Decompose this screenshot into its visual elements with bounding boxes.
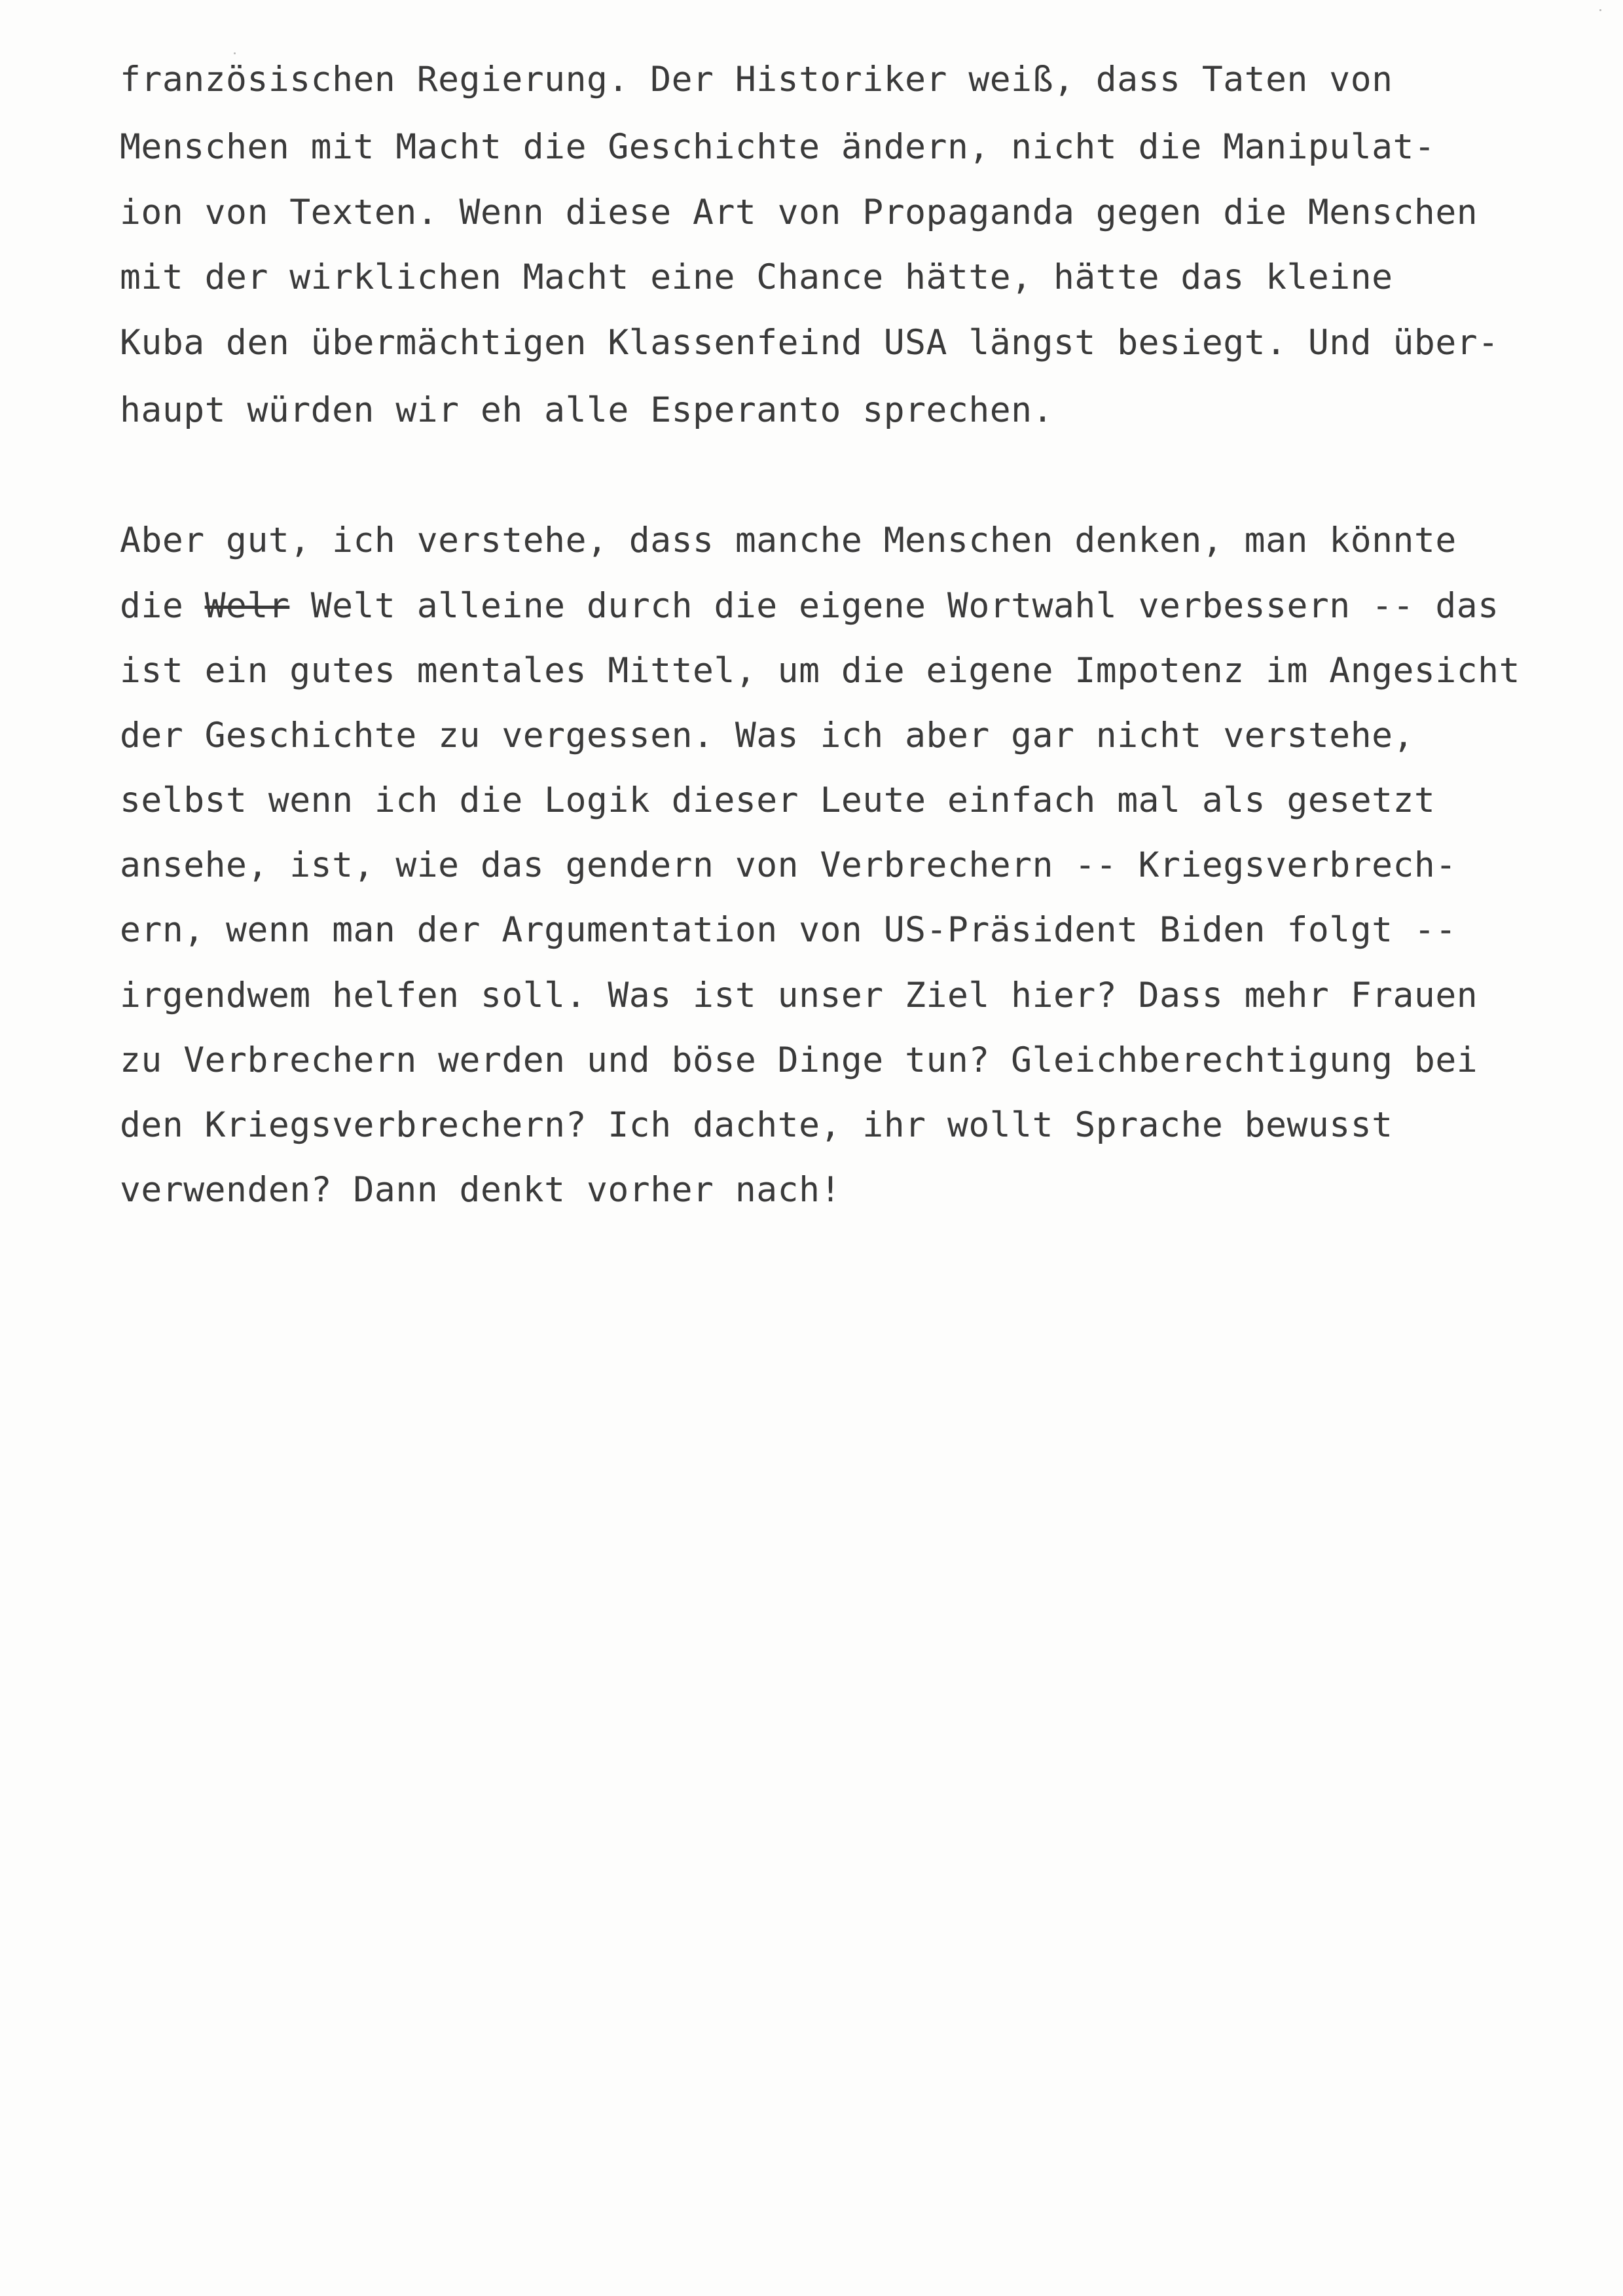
text-line: ion von Texten. Wenn diese Art von Propaganda gegen die Menschen [120, 192, 1478, 232]
text-line: mit der wirklichen Macht eine Chance hätte, hätte das kleine [120, 257, 1393, 297]
text-line: ern, wenn man der Argumentation von US-Präsident Biden folgt -- [120, 910, 1457, 950]
text-segment: Welt alleine durch die eigene Wortwahl verbessern -- das [289, 586, 1499, 626]
paper-speck [1599, 9, 1601, 11]
text-line: ist ein gutes mentales Mittel, um die eigene Impotenz im Angesicht [120, 651, 1520, 691]
text-line-with-correction [120, 587, 1499, 626]
text-line: irgendwem helfen soll. Was ist unser Ziel hier? Dass mehr Frauen [120, 975, 1478, 1015]
text-line: verwenden? Dann denkt vorher nach! [120, 1170, 841, 1210]
text-line: ansehe, ist, wie das gendern von Verbrechern -- Kriegsverbrech- [120, 845, 1457, 885]
struck-out-word: Welr [204, 586, 290, 626]
text-line: selbst wenn ich die Logik dieser Leute einfach mal als gesetzt [120, 780, 1436, 820]
text-line: haupt würden wir eh alle Esperanto sprechen. [120, 390, 1053, 430]
text-line: zu Verbrechern werden und böse Dinge tun? Gleichberechtigung bei [120, 1040, 1478, 1080]
text-segment: die [120, 586, 205, 626]
text-line: Menschen mit Macht die Geschichte ändern, nicht die Manipulat- [120, 127, 1436, 167]
text-line: Kuba den übermächtigen Klassenfeind USA längst besiegt. Und über- [120, 323, 1499, 363]
text-line: französischen Regierung. Der Historiker weiß, dass Taten von [120, 60, 1393, 100]
text-line: den Kriegsverbrechern? Ich dachte, ihr wollt Sprache bewusst [120, 1105, 1393, 1145]
text-line: Aber gut, ich verstehe, dass manche Menschen denken, man könnte [120, 520, 1457, 560]
text-line: der Geschichte zu vergessen. Was ich aber gar nicht verstehe, [120, 716, 1414, 756]
paper-speck [234, 52, 236, 54]
